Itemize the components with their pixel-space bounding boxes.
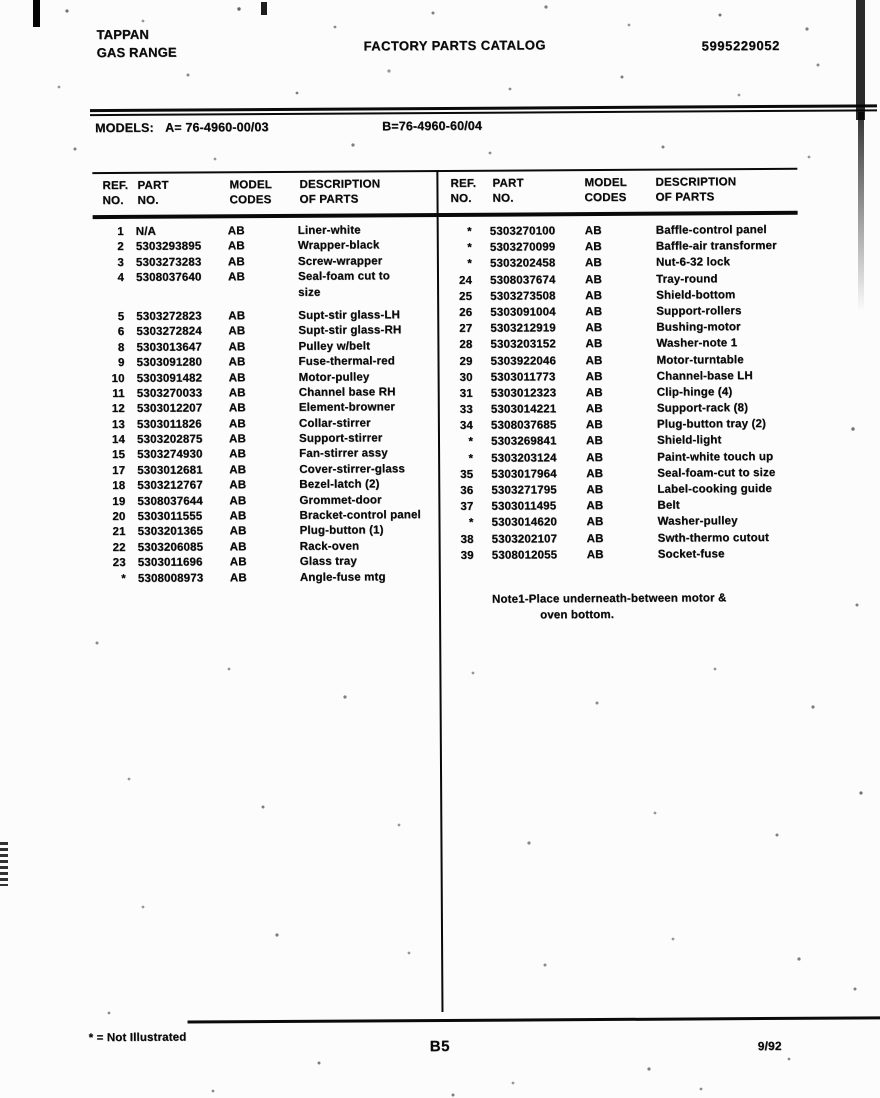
part-no-cell: 5303273283 <box>135 256 202 269</box>
model-codes-cell: AB <box>228 402 246 415</box>
description-cell: Angle-fuse mtg <box>299 570 386 584</box>
part-no-cell: 5303922046 <box>490 354 557 368</box>
part-no-cell: 5303270033 <box>136 387 203 400</box>
page-number: B5 <box>429 1037 450 1056</box>
left-parts-table <box>98 224 440 588</box>
model-codes-cell: AB <box>229 525 247 538</box>
part-no-cell: 5303091482 <box>136 371 203 385</box>
description-cell: Washer-note 1 <box>656 337 738 350</box>
ref-no-cell: * <box>467 258 472 271</box>
ref-no-cell: 35 <box>460 468 474 481</box>
part-no-cell: 5303202107 <box>491 532 558 546</box>
note-line-2: oven bottom. <box>540 608 615 622</box>
description-cell: Supt-stir glass-LH <box>298 309 401 322</box>
part-no-cell: 5303012681 <box>137 464 203 477</box>
part-no-cell: 5303212767 <box>137 479 203 493</box>
ref-no-cell: 34 <box>459 420 473 433</box>
footer-rule <box>188 1016 880 1023</box>
description-cell: Cover-stirrer-glass <box>299 463 405 476</box>
model-b-value: B=76-4960-60/04 <box>382 118 483 134</box>
model-codes-cell: AB <box>585 354 603 367</box>
column-header-part-no: PART NO. <box>492 177 524 205</box>
model-codes-cell: AB <box>227 240 245 253</box>
part-no-cell: 5303269841 <box>490 435 557 449</box>
part-no-cell: 5303203124 <box>491 451 557 465</box>
ref-no-cell: 24 <box>458 274 473 287</box>
description-cell: Shield-light <box>656 434 722 448</box>
description-cell: Plug-button (1) <box>299 524 384 538</box>
footer-date: 9/92 <box>757 1038 782 1054</box>
brand-line-2: GAS RANGE <box>96 44 177 61</box>
description-cell: Swth-thermo cutout <box>657 531 769 545</box>
description-cell: Plug-button tray (2) <box>656 418 766 431</box>
ref-no-cell: * <box>468 517 474 530</box>
part-no-cell: 5303011773 <box>490 370 556 384</box>
ref-no-cell: 23 <box>112 557 126 570</box>
description-cell: Belt <box>657 499 680 512</box>
table-header-rule <box>93 211 798 219</box>
model-codes-cell: AB <box>227 271 245 284</box>
models-label: MODELS: <box>95 120 154 136</box>
description-cell: Bezel-latch (2) <box>299 478 380 492</box>
model-codes-cell: AB <box>229 464 247 477</box>
part-no-cell: 5303202458 <box>489 257 556 271</box>
part-no-cell: 5303011826 <box>136 418 202 431</box>
description-cell: Bushing-motor <box>656 321 741 334</box>
part-no-cell: 5308012055 <box>491 549 558 562</box>
model-codes-cell: AB <box>586 516 604 529</box>
ref-no-cell: 14 <box>111 433 126 447</box>
scan-artifact <box>261 2 267 15</box>
model-codes-cell: AB <box>585 419 603 432</box>
ref-no-cell: 5 <box>117 310 125 323</box>
right-table-headers <box>447 175 799 205</box>
part-no-cell: 5303206085 <box>137 541 204 554</box>
column-header-ref-no: REF. NO. <box>450 177 477 205</box>
part-no-cell: 5303011696 <box>137 556 203 570</box>
ref-no-cell: 25 <box>458 290 473 303</box>
model-codes-cell: AB <box>586 548 604 561</box>
part-no-cell: 5303014221 <box>490 403 557 416</box>
model-codes-cell: AB <box>584 225 602 238</box>
description-cell: Channel-base LH <box>656 369 753 383</box>
ref-no-cell: 36 <box>460 484 474 497</box>
ref-no-cell: 9 <box>117 357 125 370</box>
ref-no-cell: 6 <box>117 326 125 339</box>
parts-table-row-continuation <box>98 286 438 303</box>
part-no-cell: 5303272824 <box>136 325 202 339</box>
part-no-cell: 5303272823 <box>136 310 202 323</box>
description-cell: Shield-bottom <box>656 288 736 302</box>
model-codes-cell: AB <box>584 257 602 270</box>
ref-no-cell: 8 <box>117 341 125 354</box>
scan-artifact <box>0 842 8 886</box>
description-cell: Glass tray <box>299 555 357 569</box>
scan-noise <box>0 0 2 2</box>
model-codes-cell: AB <box>228 387 246 400</box>
model-codes-cell: AB <box>585 322 603 335</box>
part-no-cell: 5303091280 <box>136 356 203 369</box>
description-cell: Liner-white <box>297 224 361 237</box>
description-cell: Screw-wrapper <box>297 255 383 268</box>
ref-no-cell: * <box>467 225 472 238</box>
model-codes-cell: AB <box>229 556 247 569</box>
scan-artifact <box>856 0 865 120</box>
model-codes-cell: AB <box>227 225 245 238</box>
part-no-cell: 5303013647 <box>136 341 202 354</box>
model-codes-cell: AB <box>585 435 603 448</box>
model-codes-cell: AB <box>229 448 247 461</box>
model-codes-cell: AB <box>586 500 604 513</box>
model-codes-cell: AB <box>228 371 246 384</box>
model-codes-cell: AB <box>229 510 247 523</box>
ref-no-cell: 2 <box>117 241 124 254</box>
brand-block <box>96 26 176 62</box>
description-cell: Collar-stirrer <box>298 417 371 430</box>
column-header-part-no: PART NO. <box>137 179 169 207</box>
model-codes-cell: AB <box>584 241 602 254</box>
part-no-cell: 5303014620 <box>491 516 558 530</box>
part-no-cell: 5303270100 <box>489 225 556 238</box>
model-codes-cell: AB <box>229 540 247 554</box>
part-no-cell: 5303293895 <box>135 240 202 254</box>
description-cell: Motor-turntable <box>656 353 744 367</box>
part-no-cell: 5303012207 <box>136 402 203 416</box>
parts-table-row <box>100 571 440 588</box>
table-top-rule <box>92 168 797 174</box>
ref-no-cell: 18 <box>112 480 126 493</box>
column-header-ref-no: REF. NO. <box>102 179 129 207</box>
model-codes-cell: AB <box>228 325 246 338</box>
part-no-cell: 5308037644 <box>137 495 203 508</box>
part-no-cell: 5308037674 <box>489 273 556 287</box>
ref-no-cell: 29 <box>459 355 473 368</box>
parts-table-row <box>450 547 810 565</box>
ref-no-cell: 38 <box>460 533 474 546</box>
description-cell: Element-browner <box>298 401 396 415</box>
brand-line-1: TAPPAN <box>96 26 149 43</box>
model-codes-cell: AB <box>585 305 603 319</box>
column-header-model-codes: MODEL CODES <box>584 176 627 204</box>
model-codes-cell: AB <box>585 386 603 399</box>
ref-no-cell: * <box>467 241 472 255</box>
description-cell: Support-stirrer <box>298 432 383 445</box>
part-no-cell: 5308037685 <box>490 419 557 432</box>
description-cell: Socket-fuse <box>657 548 725 561</box>
model-codes-cell: AB <box>228 310 246 323</box>
model-codes-cell: AB <box>228 433 246 446</box>
model-codes-cell: AB <box>584 273 602 286</box>
part-no-cell: 5303017964 <box>491 468 557 481</box>
ref-no-cell: 26 <box>459 306 473 319</box>
ref-no-cell: * <box>468 452 474 465</box>
part-no-cell: 5303201365 <box>137 525 204 539</box>
ref-no-cell: 19 <box>112 495 126 508</box>
model-codes-cell: AB <box>229 494 247 507</box>
description-cell: Channel base RH <box>298 386 396 399</box>
description-cell: Seal-foam-cut to size <box>657 466 776 480</box>
description-cell: Tray-round <box>655 272 718 286</box>
model-codes-cell: AB <box>228 340 246 354</box>
description-cell: Motor-pulley <box>298 370 370 384</box>
ref-no-cell: 27 <box>459 322 473 336</box>
part-no-cell: 5308037640 <box>135 271 202 285</box>
description-cell: Support-rack (8) <box>656 402 749 415</box>
ref-no-cell: 39 <box>460 549 474 562</box>
description-cell: Wrapper-black <box>297 239 380 253</box>
model-codes-cell: AB <box>585 289 603 302</box>
description-cell: Supt-stir glass-RH <box>298 324 402 338</box>
model-codes-cell: AB <box>586 484 604 497</box>
ref-no-cell: 17 <box>112 464 126 477</box>
part-no-cell: 5303203152 <box>490 338 556 351</box>
ref-no-cell: 3 <box>117 256 124 269</box>
description-cell: Fan-stirrer assy <box>299 447 388 461</box>
column-header-model-codes: MODEL CODES <box>229 179 273 206</box>
model-codes-cell: AB <box>586 451 604 464</box>
model-codes-cell: AB <box>228 417 246 430</box>
model-codes-cell: AB <box>585 370 603 383</box>
scan-artifact <box>858 112 864 312</box>
description-cell: Baffle-air transformer <box>655 240 777 253</box>
model-codes-cell: AB <box>585 403 603 416</box>
scan-artifact <box>33 0 40 27</box>
description-cell: size <box>298 286 321 299</box>
ref-no-cell: 21 <box>112 526 126 539</box>
model-codes-cell: AB <box>229 479 247 492</box>
ref-no-cell: 15 <box>111 449 126 462</box>
model-a-value: A= 76-4960-00/03 <box>165 120 269 135</box>
column-header-description: DESCRIPTION OF PARTS <box>299 178 381 206</box>
description-cell: Baffle-control panel <box>655 223 767 237</box>
part-no-cell: 5303274930 <box>137 448 203 462</box>
description-cell: Washer-pulley <box>657 515 738 529</box>
part-no-cell: 5303011555 <box>137 510 203 523</box>
right-parts-table <box>448 224 810 566</box>
part-no-cell: 5303091004 <box>490 306 556 319</box>
footer-legend: * = Not Illustrated <box>88 1031 187 1045</box>
description-cell: Fuse-thermal-red <box>298 355 395 368</box>
description-cell: Support-rollers <box>656 305 742 318</box>
part-no-cell: 5303270099 <box>489 241 556 254</box>
part-no-cell: 5303011495 <box>491 500 557 513</box>
part-no-cell: 5303271795 <box>491 484 557 497</box>
ref-no-cell: 28 <box>459 339 473 352</box>
ref-no-cell: 33 <box>459 403 473 416</box>
ref-no-cell: 20 <box>112 510 126 524</box>
ref-no-cell: 12 <box>111 403 125 416</box>
description-cell: Nut-6-32 lock <box>655 256 731 270</box>
ref-no-cell: 4 <box>117 272 125 285</box>
note-line-1: Note1-Place underneath-between motor & <box>491 592 727 606</box>
ref-no-cell: 22 <box>112 541 126 554</box>
ref-no-cell: 1 <box>117 225 124 238</box>
ref-no-cell: 30 <box>459 371 473 384</box>
part-no-cell: 5303273508 <box>490 290 556 303</box>
description-cell: Clip-hinge (4) <box>656 386 733 399</box>
page-title: FACTORY PARTS CATALOG <box>363 37 546 54</box>
model-codes-cell: AB <box>585 338 603 351</box>
part-no-cell: N/A <box>135 225 157 238</box>
ref-no-cell: 10 <box>111 372 125 385</box>
ref-no-cell: 31 <box>459 387 473 400</box>
ref-no-cell: 37 <box>460 500 474 514</box>
ref-no-cell: * <box>468 436 474 449</box>
model-codes-cell: AB <box>228 356 246 369</box>
description-cell: Bracket-control panel <box>299 509 421 522</box>
description-cell: Grommet-door <box>299 493 382 507</box>
model-codes-cell: AB <box>586 467 604 480</box>
ref-no-cell: 11 <box>112 387 125 400</box>
ref-no-cell: 13 <box>111 418 125 431</box>
part-no-cell: 5303012323 <box>490 387 557 400</box>
part-no-cell: 5303202875 <box>136 433 203 446</box>
description-cell: Seal-foam cut to <box>297 270 390 284</box>
model-codes-cell: AB <box>229 571 247 584</box>
part-no-cell: 5303212919 <box>490 322 556 335</box>
ref-no-cell: * <box>121 572 126 585</box>
description-cell: Paint-white touch up <box>657 450 774 464</box>
description-cell: Label-cooking guide <box>657 482 773 496</box>
description-cell: Rack-oven <box>299 540 360 553</box>
part-no-cell: 5308008973 <box>137 572 204 585</box>
model-codes-cell: AB <box>227 255 245 269</box>
document-number: 5995229052 <box>701 37 780 54</box>
model-codes-cell: AB <box>586 532 604 545</box>
description-cell: Pulley w/belt <box>298 340 371 353</box>
left-table-headers <box>97 177 437 207</box>
column-header-description: DESCRIPTION OF PARTS <box>655 176 737 204</box>
